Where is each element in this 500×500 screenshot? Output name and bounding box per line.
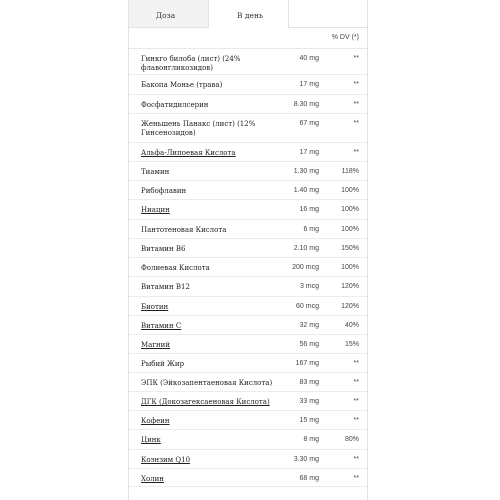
nutrient-amount: 3 mcg [299, 283, 319, 290]
nutrient-name-link[interactable]: Коэнзим Q10 [141, 456, 191, 464]
nutrient-dv: 118% [341, 168, 359, 175]
nutrient-amount: 40 mg [299, 55, 319, 62]
table-row [129, 469, 367, 487]
tab-bar [129, 0, 367, 28]
nutrient-amount: 32 mg [299, 322, 319, 329]
nutrient-dv: 100% [341, 187, 359, 194]
nutrient-name: Фолиевая Кислота [141, 264, 210, 272]
nutrient-dv: ** [353, 360, 359, 367]
table-row [129, 258, 367, 277]
nutrient-dv: ** [353, 120, 359, 127]
nutrient-name-link[interactable]: Холин [141, 475, 164, 483]
nutrient-dv: ** [353, 475, 359, 482]
nutrient-amount: 6 mg [303, 226, 319, 233]
table-row [129, 162, 367, 181]
nutrient-name: Рыбий Жир [141, 360, 185, 368]
supplement-facts-panel [128, 0, 368, 500]
nutrient-name-link[interactable]: Витамин С [141, 322, 182, 330]
nutrient-dv: ** [353, 417, 359, 424]
nutrient-name-link[interactable]: Ниацин [141, 206, 170, 214]
table-row [129, 316, 367, 335]
nutrient-name: Бакопа Монье (трава) [141, 81, 223, 89]
nutrient-amount: 83 mg [299, 379, 319, 386]
nutrient-amount: 17 mg [299, 81, 319, 88]
nutrient-dv: 120% [341, 283, 359, 290]
nutrient-name: ЭПК (Эйкозапентаеновая Кислота) [141, 379, 273, 387]
table-row [129, 49, 367, 75]
nutrient-amount: 3.30 mg [293, 456, 319, 463]
tab-dose[interactable] [129, 0, 208, 28]
table-row [129, 95, 367, 114]
nutrient-dv: 15% [344, 341, 359, 348]
nutrient-dv: ** [353, 149, 359, 156]
nutrient-name: Фосфатидилсерин [141, 101, 209, 109]
table-row [129, 277, 367, 297]
table-row [129, 354, 367, 373]
nutrient-name-link[interactable]: Биотин [141, 303, 169, 311]
table-row [129, 373, 367, 392]
nutrient-name-link[interactable]: ДГК (Докозагексаеновая Кислота) [141, 398, 270, 406]
nutrient-dv: ** [353, 55, 359, 62]
nutrient-name: Витамин B12 [141, 283, 190, 291]
nutrient-amount: 2.10 mg [293, 245, 319, 252]
table-row [129, 75, 367, 95]
nutrient-dv: 100% [341, 264, 359, 271]
nutrient-name: Женьшень Панакс (лист) (12% Гинсенозидов) [141, 120, 256, 137]
nutrient-amount: 8.30 mg [293, 101, 319, 108]
nutrient-amount: 17 mg [299, 149, 319, 156]
nutrient-dv: 100% [341, 226, 359, 233]
nutrient-amount: 16 mg [299, 206, 319, 213]
nutrient-name-link[interactable]: Магний [141, 341, 171, 349]
nutrient-amount: 67 mg [299, 120, 319, 127]
nutrient-dv: 80% [344, 436, 359, 443]
nutrient-amount: 1.30 mg [293, 168, 319, 175]
nutrient-dv: 40% [344, 322, 359, 329]
nutrient-name-link[interactable]: Кофеин [141, 417, 170, 425]
nutrient-amount: 15 mg [299, 417, 319, 424]
table-row [129, 392, 367, 411]
nutrient-amount: 1.40 mg [293, 187, 319, 194]
nutrient-dv: ** [353, 101, 359, 108]
nutrient-amount: 56 mg [299, 341, 319, 348]
nutrient-name: Гинкго билоба (лист) (24% флавонгликозидов) [141, 55, 241, 72]
table-row [129, 181, 367, 200]
nutrient-amount: 68 mg [299, 475, 319, 482]
table-row [129, 220, 367, 239]
table-row [129, 411, 367, 430]
nutrient-dv: ** [353, 398, 359, 405]
nutrient-table [129, 49, 367, 487]
nutrient-name: Пантотеновая Кислота [141, 226, 227, 234]
table-row [129, 430, 367, 450]
nutrient-name: Рибофлавин [141, 187, 187, 195]
table-header [129, 28, 367, 49]
nutrient-dv: ** [353, 456, 359, 463]
nutrient-dv: ** [353, 81, 359, 88]
nutrient-amount: 33 mg [299, 398, 319, 405]
nutrient-amount: 60 mcg [296, 303, 319, 310]
tab-dose-label: Доза [156, 11, 176, 20]
nutrient-amount: 200 mcg [292, 264, 319, 271]
nutrient-dv: 150% [341, 245, 359, 252]
tab-per-day-label: В день [237, 11, 264, 20]
nutrient-dv: 100% [341, 206, 359, 213]
nutrient-amount: 8 mg [303, 436, 319, 443]
nutrient-name-link[interactable]: Цинк [141, 436, 161, 444]
nutrient-amount: 167 mg [295, 360, 319, 367]
table-row [129, 297, 367, 316]
table-row [129, 200, 367, 220]
table-row [129, 239, 367, 258]
table-row [129, 450, 367, 469]
nutrient-name-link[interactable]: Альфа-Липоевая Кислота [141, 149, 236, 157]
dv-column-header: % DV (*) [331, 34, 359, 41]
nutrient-dv: ** [353, 379, 359, 386]
table-row [129, 114, 367, 143]
nutrient-name: Тиамин [141, 168, 170, 176]
tab-per-day[interactable] [208, 0, 289, 28]
table-row [129, 335, 367, 354]
nutrient-dv: 120% [341, 303, 359, 310]
table-row [129, 143, 367, 162]
nutrient-name: Витамин B6 [141, 245, 186, 253]
